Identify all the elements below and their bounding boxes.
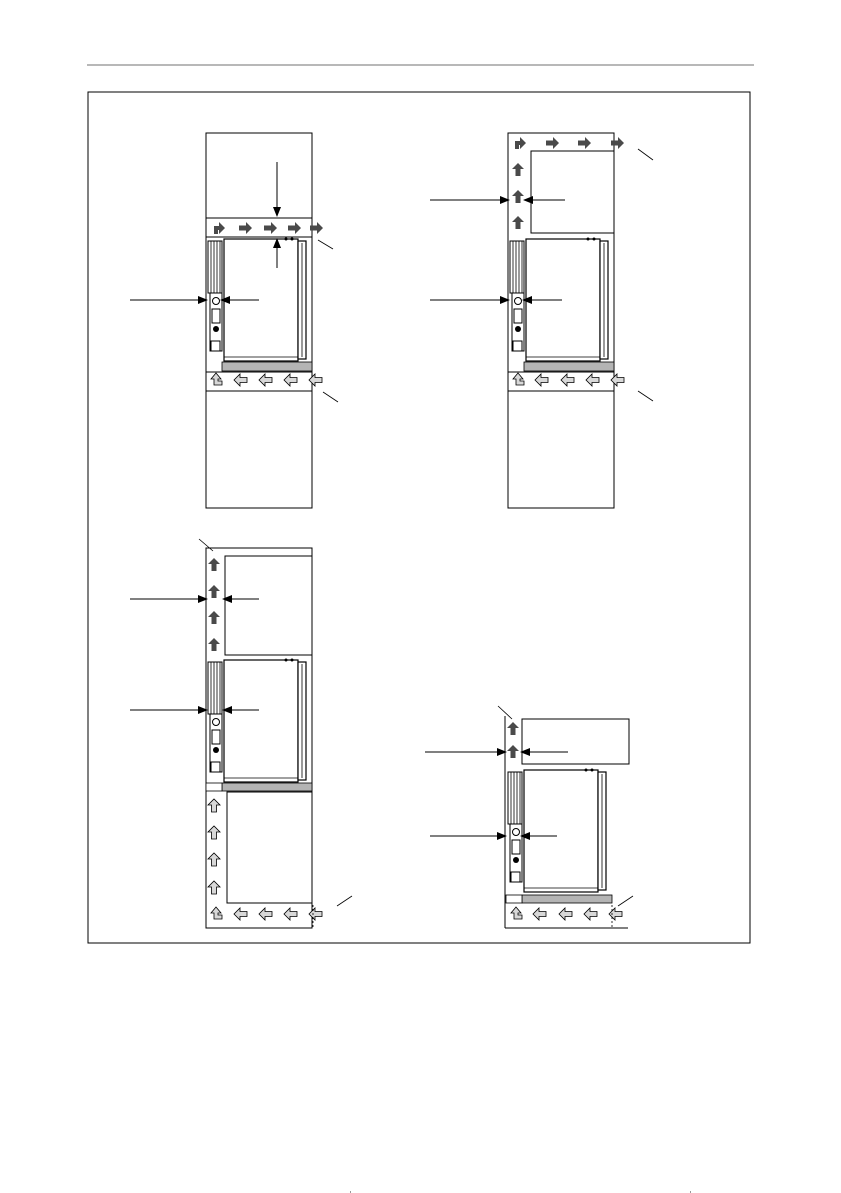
shelf bbox=[222, 362, 312, 371]
shelf bbox=[222, 783, 312, 791]
airflow-arrow-icon bbox=[513, 373, 624, 386]
panel-1 bbox=[130, 133, 338, 508]
device-unit-icon bbox=[510, 238, 608, 362]
device-unit-icon bbox=[208, 238, 306, 362]
figure-frame bbox=[88, 92, 750, 943]
device-unit-icon bbox=[508, 769, 606, 893]
shelf bbox=[522, 895, 612, 903]
airflow-arrow-icon bbox=[511, 907, 622, 920]
leader-line-icon bbox=[638, 149, 653, 401]
device-unit-icon bbox=[208, 659, 306, 783]
airflow-arrow-icon bbox=[211, 373, 322, 386]
airflow-arrow-icon bbox=[507, 722, 519, 758]
airflow-arrow-icon bbox=[214, 222, 323, 234]
panel-3 bbox=[130, 539, 352, 928]
shelf bbox=[524, 362, 614, 371]
airflow-arrow-icon bbox=[208, 558, 220, 651]
panel-2 bbox=[430, 133, 653, 508]
panel-4 bbox=[425, 706, 633, 928]
